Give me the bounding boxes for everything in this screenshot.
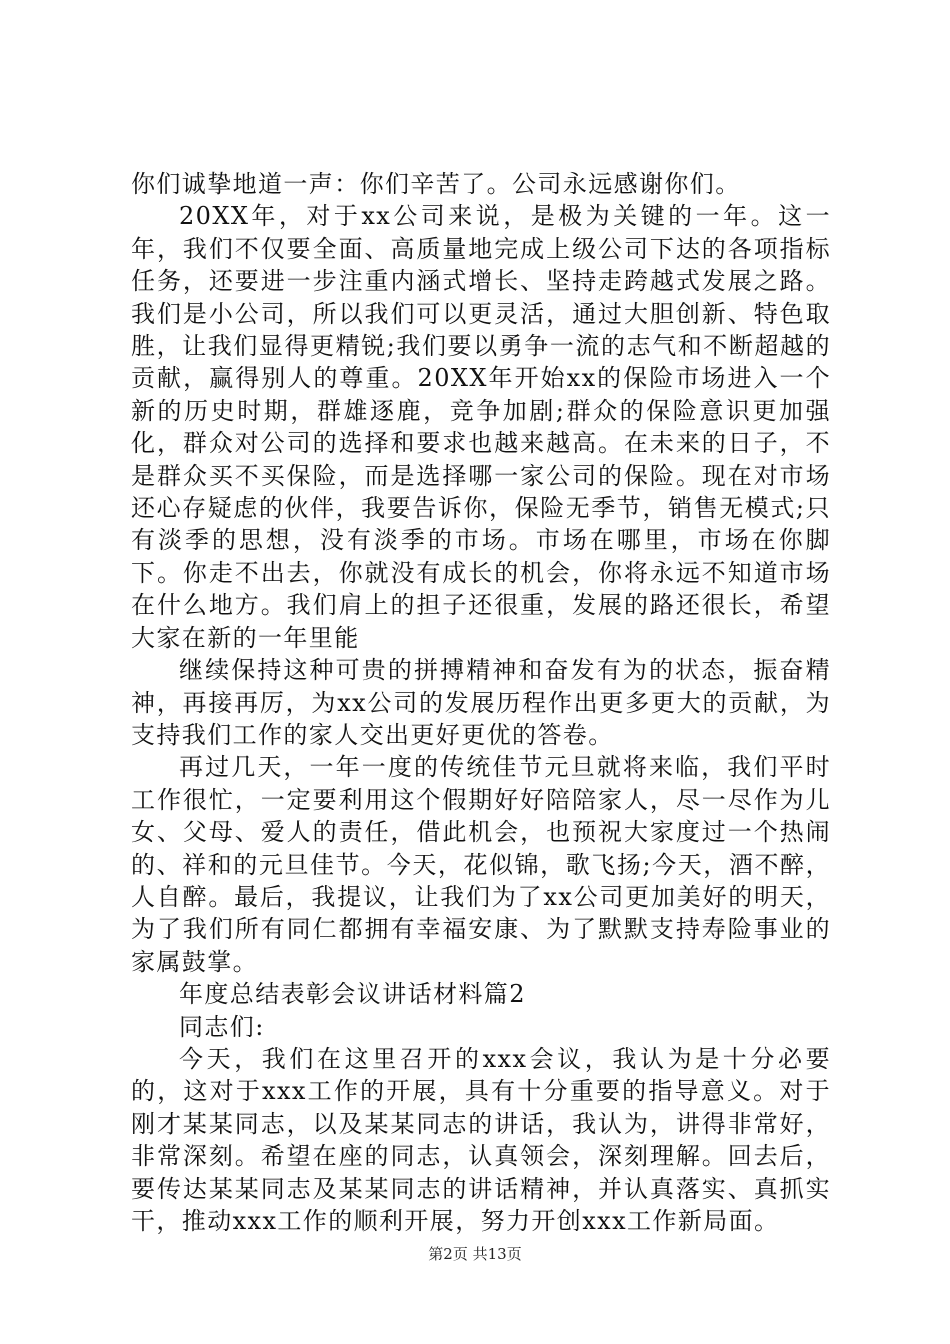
paragraph-closing-thanks: 你们诚挚地道一声：你们辛苦了。公司永远感谢你们。: [131, 170, 741, 198]
paragraph-meeting-remarks: 今天，我们在这里召开的xxx会议，我认为是十分必要的，这对于xxx工作的开展，具有十分重要的指导意义。对于刚才某某同志，以及某某同志的讲话，我认为，讲得非常好，非常深刻。希望在座的同志，认真领会，深刻理解。回去后，要传达某某同志及某某同志的讲话精神，并认真落实、真抓实干，推动xxx工作的顺利开展，努力开创xxx工作新局面。: [131, 1044, 831, 1235]
salutation: 同志们:: [179, 1012, 265, 1041]
document-body: [131, 168, 831, 1237]
page-number-label: 第2页 共13页: [428, 1245, 522, 1263]
paragraph-continue-spirit: 继续保持这种可贵的拼搏精神和奋发有为的状态，振奋精神，再接再厉，为xx公司的发展历程作出更多更大的贡献，为支持我们工作的家人交出更好更优的答卷。: [131, 656, 831, 749]
paragraph-new-year: 再过几天，一年一度的传统佳节元旦就将来临，我们平时工作很忙，一定要利用这个假期好好陪陪家人，尽一尽作为儿女、父母、爱人的责任，借此机会，也预祝大家度过一个热闹的、祥和的元旦佳节。今天，花似锦，歌飞扬;今天，酒不醉，人自醉。最后，我提议，让我们为了xx公司更加美好的明天，为了我们所有同仁都拥有幸福安康、为了默默支持寿险事业的家属鼓掌。: [131, 753, 831, 976]
page-footer: [0, 1243, 950, 1264]
paragraph-key-year: 20XX年，对于xx公司来说，是极为关键的一年。这一年，我们不仅要全面、高质量地完成上级公司下达的各项指标任务，还要进一步注重内涵式增长、坚持走跨越式发展之路。我们是小公司，所以我们可以更灵活，通过大胆创新、特色取胜，让我们显得更精锐;我们要以勇争一流的志气和不断超越的贡献，赢得别人的尊重。20XX年开始xx的保险市场进入一个新的历史时期，群雄逐鹿，竞争加剧;群众的保险意识更加强化，群众对公司的选择和要求也越来越高。在未来的日子，不是群众买不买保险，而是选择哪一家公司的保险。现在对市场还心存疑虑的伙伴，我要告诉你，保险无季节，销售无模式;只有淡季的思想，没有淡季的市场。市场在哪里，市场在你脚下。你走不出去，你就没有成长的机会，你将永远不知道市场在什么地方。我们肩上的担子还很重，发展的路还很长，希望大家在新的一年里能: [131, 202, 831, 652]
section-heading: 年度总结表彰会议讲话材料篇2: [179, 980, 526, 1009]
